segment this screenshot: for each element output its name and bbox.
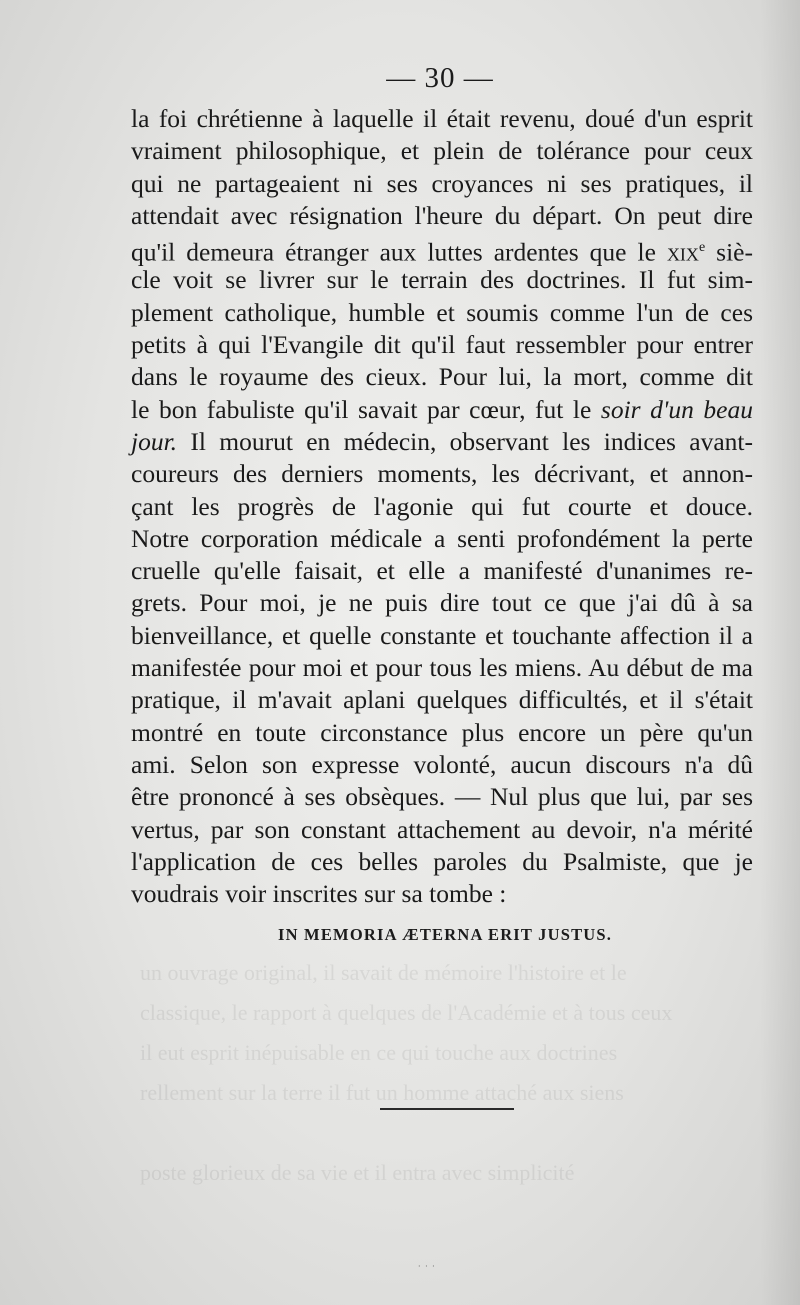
text-line: Notre corporation médicale a senti profondément la perte [131,523,753,553]
text-line: la foi chrétienne à laquelle il était revenu, doué d'un esprit [131,104,753,133]
text-line: grets. Pour moi, je ne puis dire tout ce que j'ai dû à sa [131,588,753,618]
text-line: coureurs des derniers moments, les décrivant, et annon- [131,459,753,489]
text-line: montré en toute circonstance plus encore un père qu'un [131,717,753,747]
text-line: çant les progrès de l'agonie qui fut courte et douce. [131,491,753,521]
epitaph-motto: IN MEMORIA ÆTERNA ERIT JUSTUS. [278,925,613,944]
text-line: pratique, il m'avait aplani quelques difficultés, et il s'était [131,685,753,715]
text-line: bienveillance, et quelle constante et touchante affection il a [131,620,753,650]
text-line: petits à qui l'Evangile dit qu'il faut ressembler pour entrer [131,330,753,360]
text-line: vraiment philosophique, et plein de tolérance pour ceux [131,136,753,166]
bleed-through-text: il eut esprit inépuisable en ce qui touche aux doctrines [140,1040,618,1065]
text-line: attendait avec résignation l'heure du départ. On peut dire [131,200,753,230]
text-line: dans le royaume des cieux. Pour lui, la mort, comme dit [131,362,753,392]
bleed-through-text: rellement sur la terre il fut un homme attaché aux siens [140,1080,624,1105]
print-specks: · · · [418,1262,436,1271]
bleed-through-text: classique, le rapport à quelques de l'Académie et à tous ceux [140,1000,673,1025]
italic-quote: jour. [131,426,178,456]
body-text [131,103,753,910]
century-numeral: xix [666,237,699,267]
text-line: qui ne partageaient ni ses croyances ni ses pratiques, il [131,168,753,198]
text-line: ami. Selon son expresse volonté, aucun discours n'a dû [131,749,753,779]
text-line: vertus, par son constant attachement au devoir, n'a mérité [131,814,753,844]
text-line: manifestée pour moi et pour tous les miens. Au début de ma [131,653,753,683]
text-line-composite [131,232,753,267]
page-number: — 30 — [386,62,494,94]
text-line: cle voit se livrer sur le terrain des doctrines. Il fut sim- [131,265,753,295]
italic-quote: soir d'un beau [600,394,754,424]
text-segment: Il mourut en médecin, observant les indices avant- [190,426,753,456]
text-line: l'application de ces belles paroles du Psalmiste, que je [131,846,753,876]
text-line-composite [131,394,753,426]
text-line: cruelle qu'elle faisait, et elle a manifesté d'unanimes re- [131,556,753,586]
text-line: plement catholique, humble et soumis comme l'un de ces [131,297,753,327]
text-segment: siè- [716,237,753,267]
text-segment: qu'il demeura étranger aux luttes ardentes que le [131,237,656,267]
text-segment: le bon fabuliste qu'il savait par cœur, fut le [131,394,592,424]
bleed-through-text: un ouvrage original, il savait de mémoire l'histoire et le [140,960,627,985]
text-line-composite [131,426,753,458]
century-superscript: e [698,240,706,256]
bleed-through-text: poste glorieux de sa vie et il entra avec simplicité [140,1160,575,1185]
text-line: être prononcé à ses obsèques. — Nul plus que lui, par ses [131,782,753,812]
section-rule [380,1108,514,1110]
text-line: voudrais voir inscrites sur sa tombe : [131,879,507,909]
